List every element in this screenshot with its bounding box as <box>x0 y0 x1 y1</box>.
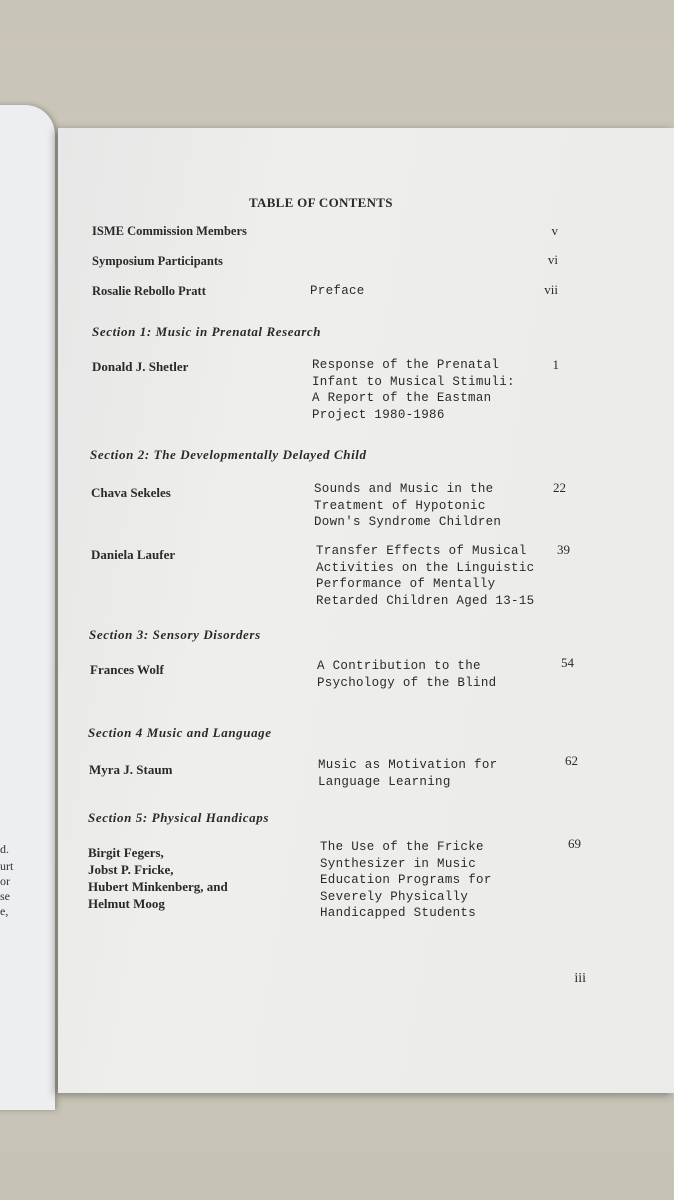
page-number: 39 <box>557 542 570 557</box>
page-number: vi <box>547 252 558 267</box>
previous-page-fragment: or <box>0 874 10 888</box>
book-page <box>58 128 674 1093</box>
previous-page-fragment: urt <box>0 859 14 873</box>
entry-authors: Birgit Fegers, Jobst P. Fricke, Hubert Minkenberg, and Helmut Moog <box>88 845 228 911</box>
page-number: 69 <box>568 836 581 851</box>
page-number: 62 <box>565 753 578 768</box>
front-matter-label: ISME Commission Members <box>92 224 247 238</box>
section-heading: Section 3: Sensory Disorders <box>89 627 261 642</box>
section-heading: Section 5: Physical Handicaps <box>88 810 269 825</box>
entry-title: Response of the Prenatal Infant to Musical Stimuli: A Report of the Eastman Project 1980-1986 <box>312 358 515 422</box>
entry-author: Myra J. Staum <box>89 762 173 777</box>
page-number: 54 <box>561 655 574 670</box>
folio-page-number: iii <box>574 971 586 986</box>
previous-page-edge <box>0 105 55 1110</box>
section-heading: Section 4 Music and Language <box>88 725 272 740</box>
front-matter-label: Rosalie Rebollo Pratt <box>92 284 206 298</box>
previous-page-fragment: e, <box>0 904 9 918</box>
entry-title: Preface <box>310 284 365 298</box>
page-number: v <box>551 223 558 238</box>
section-heading: Section 2: The Developmentally Delayed Child <box>90 447 367 462</box>
section-heading: Section 1: Music in Prenatal Research <box>92 324 322 339</box>
page-number: 22 <box>553 480 566 495</box>
entry-title: Transfer Effects of Musical Activities on the Linguistic Performance of Mentally Retarded Children Aged 13-15 <box>316 544 535 608</box>
entry-title: Sounds and Music in the Treatment of Hypotonic Down's Syndrome Children <box>314 482 502 529</box>
entry-author: Frances Wolf <box>90 662 164 677</box>
previous-page-fragment: d. <box>0 842 9 856</box>
entry-title: Music as Motivation for Language Learning <box>318 758 498 789</box>
entry-title: A Contribution to the Psychology of the Blind <box>317 659 497 690</box>
front-matter-label: Symposium Participants <box>92 254 223 268</box>
page-number: vii <box>544 282 558 297</box>
page-number: 1 <box>552 357 559 372</box>
entry-author: Daniela Laufer <box>91 547 176 562</box>
entry-author: Donald J. Shetler <box>92 359 189 374</box>
entry-title: The Use of the Fricke Synthesizer in Music Education Programs for Severely Physically Handicapped Students <box>320 840 492 920</box>
previous-page-fragment: se <box>0 889 10 903</box>
entry-author: Chava Sekeles <box>91 485 171 500</box>
page-title: TABLE OF CONTENTS <box>249 195 393 210</box>
